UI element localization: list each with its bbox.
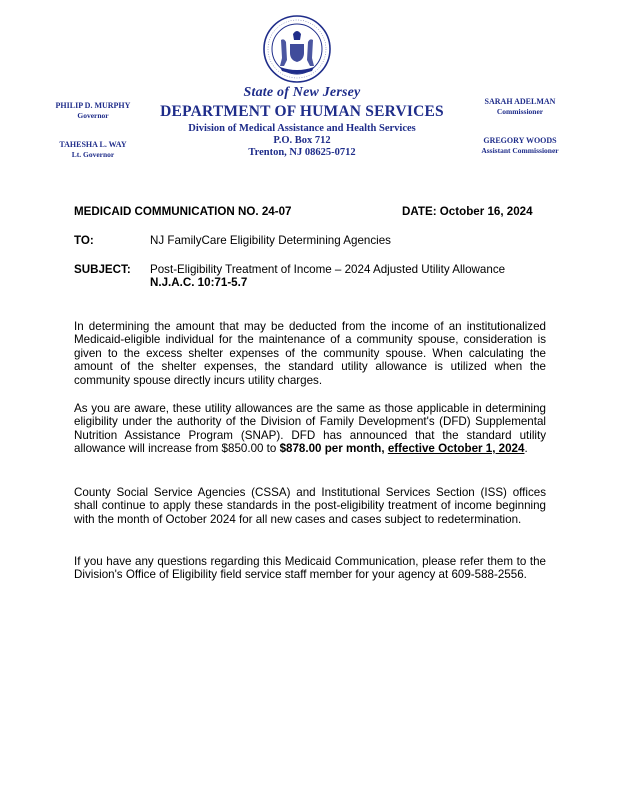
po-box: P.O. Box 712 [273,135,331,146]
paragraph-2-text: As you are aware, these utility allowances are the same as those applicable in determining eligibility under the authority of the Division of Family Development's (DFD) Supplemental Nutrition Assistance Program (SNAP). DFD has announced that the standard utility allowance will increase from $850.00 to [74,402,546,456]
communication-number: MEDICAID COMMUNICATION NO. 24-07 [74,205,292,218]
paragraph-2-end: . [524,442,528,456]
paragraph-1: In determining the amount that may be deducted from the income of an institutionalized Medicaid-eligible individual for the maintenance of a community spouse, consideration is given to the excess shelter expenses of the community spouse. When calculating the amount of the shelter expenses, the standard utility allowance is utilized when the community spouse directly incurs utility charges. [74,320,546,387]
commissioner-name: SARAH ADELMAN [484,97,556,106]
state-name: State of New Jersey [243,85,361,100]
assistant-commissioner-block [464,136,576,156]
division-name: Division of Medical Assistance and Health Services [188,123,416,134]
assistant-commissioner-name: GREGORY WOODS [483,136,557,145]
effective-date: effective October 1, 2024 [387,442,525,456]
commissioner-block [464,97,576,117]
lt-governor-title: Lt. Governor [71,150,115,159]
lt-governor-block [44,140,142,160]
to-value: NJ FamilyCare Eligibility Determining Agencies [150,234,391,247]
paragraph-3: County Social Service Agencies (CSSA) and Institutional Services Section (ISS) offices shall continue to apply these standards in the post-eligibility treatment of income beginning with the month of October 2024 for all new cases and cases subject to redetermination. [74,486,546,526]
commissioner-title: Commissioner [496,107,544,116]
state-seal-icon [262,14,332,84]
new-allowance-amount: $878.00 per month, [279,442,388,456]
subject-line-2: N.J.A.C. 10:71-5.7 [150,276,248,289]
communication-date: DATE: October 16, 2024 [402,205,533,218]
subject-label: SUBJECT: [74,263,131,276]
subject-line-1: Post-Eligibility Treatment of Income – 2024 Adjusted Utility Allowance [150,263,506,276]
paragraph-4: If you have any questions regarding this Medicaid Communication, please refer them to the Division's Office of Eligibility field service staff member for your agency at 609-588-2556. [74,555,546,582]
lt-governor-name: TAHESHA L. WAY [59,140,127,149]
department-title: DEPARTMENT OF HUMAN SERVICES [160,103,444,120]
paragraph-2 [74,402,546,456]
city-address: Trenton, NJ 08625-0712 [248,147,356,158]
to-label: TO: [74,234,94,247]
governor-name: PHILIP D. MURPHY [55,101,131,110]
assistant-commissioner-title: Assistant Commissioner [481,146,559,155]
governor-title: Governor [77,111,109,120]
governor-block [44,101,142,121]
